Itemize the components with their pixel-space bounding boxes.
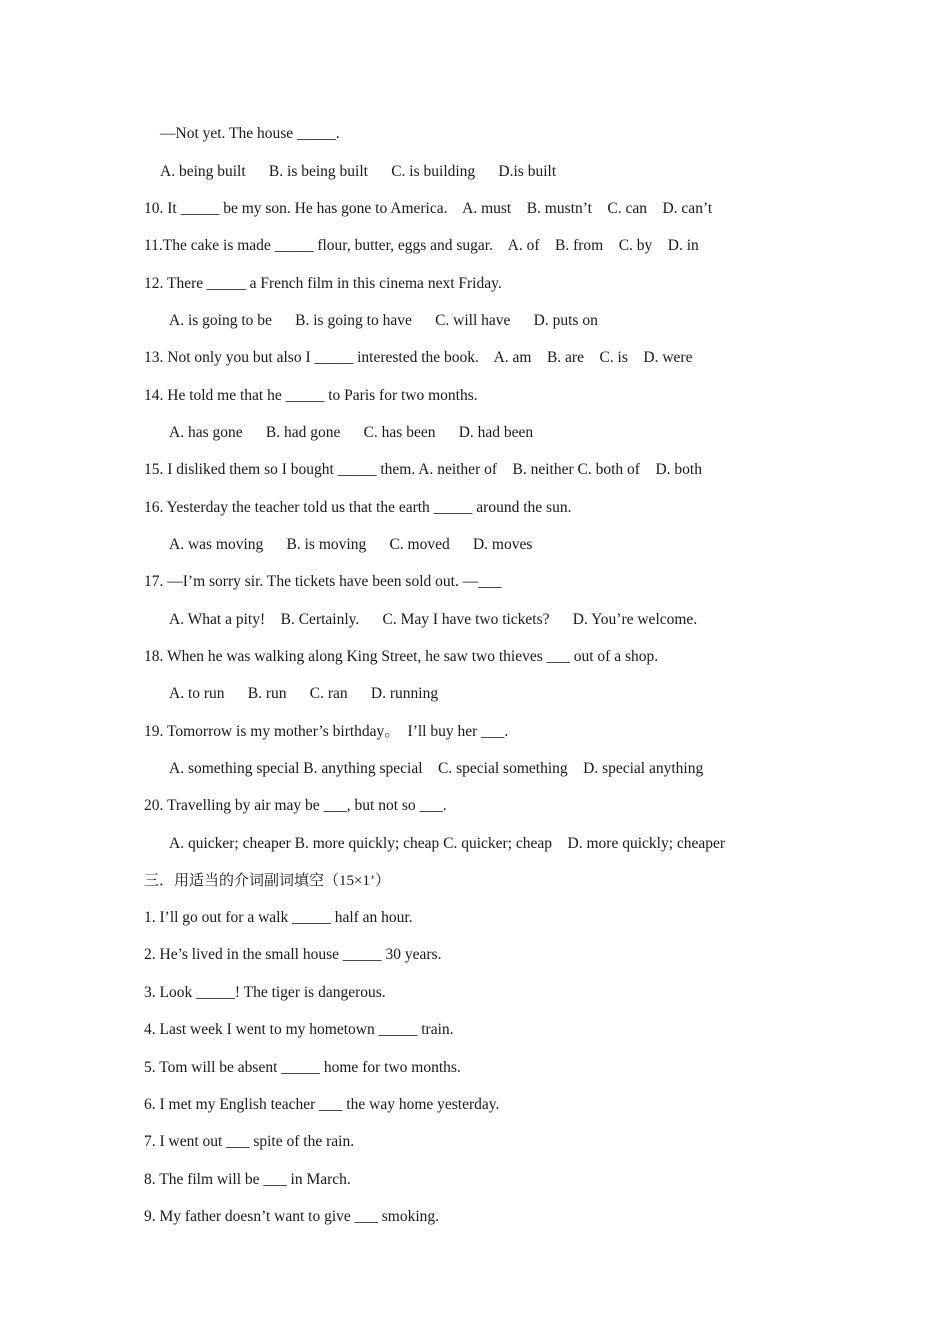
q12: 12. There _____ a French film in this cinema next Friday.	[144, 275, 502, 292]
q15: 15. I disliked them so I bought _____ them. A. neither of B. neither C. both of D. both	[144, 461, 702, 478]
fill-blank-6: 6. I met my English teacher ___ the way home yesterday.	[144, 1096, 500, 1113]
q16: 16. Yesterday the teacher told us that the earth _____ around the sun.	[144, 499, 572, 516]
q17: 17. —I’m sorry sir. The tickets have been sold out. —___	[144, 573, 502, 590]
q17-options: A. What a pity! B. Certainly. C. May I have two tickets? D. You’re welcome.	[169, 611, 698, 628]
section-three-heading: 三．用适当的介词副词填空（15×1’）	[144, 873, 390, 889]
q11: 11.The cake is made _____ flour, butter, eggs and sugar. A. of B. from C. by D. in	[144, 237, 699, 254]
fill-blank-4: 4. Last week I went to my hometown _____ train.	[144, 1021, 454, 1038]
fill-blank-9: 9. My father doesn’t want to give ___ smoking.	[144, 1208, 440, 1225]
q13: 13. Not only you but also I _____ interested the book. A. am B. are C. is D. were	[144, 349, 693, 366]
q14-options: A. has gone B. had gone C. has been D. had been	[169, 424, 534, 441]
q19: 19. Tomorrow is my mother’s birthday。 I’ll buy her ___.	[144, 723, 509, 740]
q10: 10. It _____ be my son. He has gone to America. A. must B. mustn’t C. can D. can’t	[144, 200, 713, 217]
fill-blank-2: 2. He’s lived in the small house _____ 30 years.	[144, 946, 442, 963]
fill-blank-5: 5. Tom will be absent _____ home for two months.	[144, 1059, 461, 1076]
q14: 14. He told me that he _____ to Paris for two months.	[144, 387, 478, 404]
q20: 20. Travelling by air may be ___, but not so ___.	[144, 797, 447, 814]
q16-options: A. was moving B. is moving C. moved D. moves	[169, 536, 533, 553]
fill-blank-7: 7. I went out ___ spite of the rain.	[144, 1133, 355, 1150]
fill-blank-1: 1. I’ll go out for a walk _____ half an hour.	[144, 909, 413, 926]
q18-options: A. to run B. run C. ran D. running	[169, 685, 439, 702]
q12-options: A. is going to be B. is going to have C. will have D. puts on	[169, 312, 598, 329]
q9-options: A. being built B. is being built C. is building D.is built	[160, 163, 557, 180]
q19-options: A. something special B. anything special C. special something D. special anything	[169, 760, 704, 777]
fill-blank-3: 3. Look _____! The tiger is dangerous.	[144, 984, 386, 1001]
fill-blank-8: 8. The film will be ___ in March.	[144, 1171, 351, 1188]
q18: 18. When he was walking along King Street, he saw two thieves ___ out of a shop.	[144, 648, 659, 665]
q20-options: A. quicker; cheaper B. more quickly; cheap C. quicker; cheap D. more quickly; cheaper	[169, 835, 726, 852]
q9-answer-line: —Not yet. The house _____.	[160, 125, 340, 142]
